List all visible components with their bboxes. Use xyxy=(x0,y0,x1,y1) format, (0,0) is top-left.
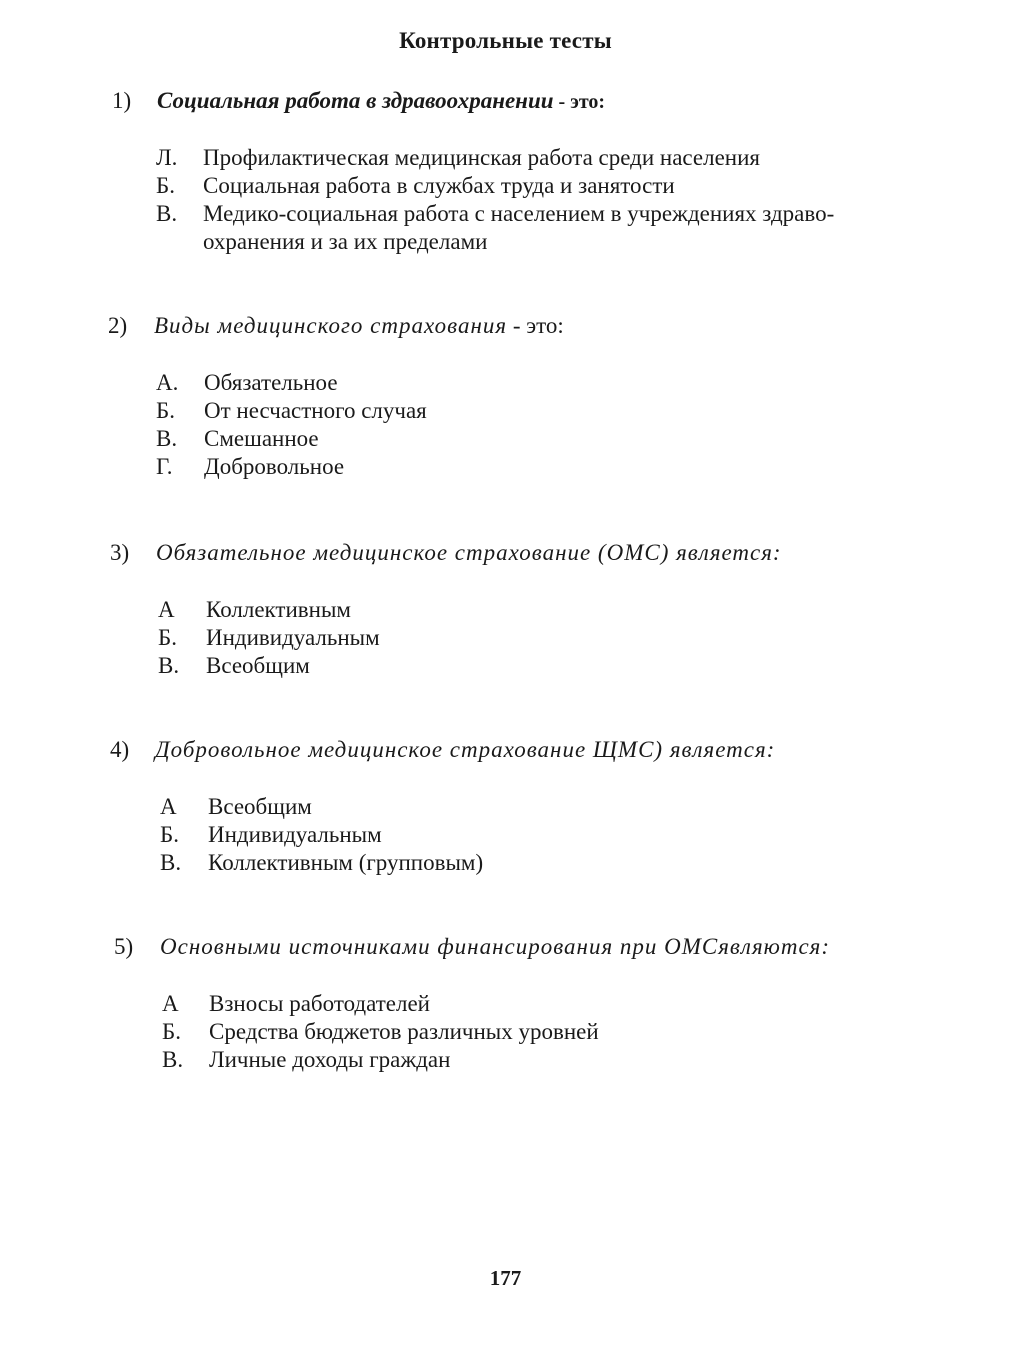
option-text: Всеобщим xyxy=(208,794,312,819)
option-text: Средства бюджетов различных уровней xyxy=(209,1019,599,1044)
option-text: Профилактическая медицинская работа среди населения xyxy=(203,145,760,170)
question-4 xyxy=(0,737,1011,877)
question-tail: - это: xyxy=(507,313,564,338)
option-letter: Б. xyxy=(160,822,179,847)
option-letter: В. xyxy=(156,201,178,226)
page-number: 177 xyxy=(489,1266,522,1290)
option-letter: В. xyxy=(162,1047,184,1072)
question-emphasis: Обязательное медицинское страхование (ОМС) является: xyxy=(156,540,782,565)
page-title: Контрольные тесты xyxy=(399,28,612,53)
option-letter: А xyxy=(162,991,179,1016)
answer-option xyxy=(0,1018,1011,1046)
option-text: Медико-социальная работа с населением в учреждениях здраво-охранения и за их пределами xyxy=(203,201,835,254)
option-letter: Б. xyxy=(156,173,175,198)
option-letter: В. xyxy=(158,653,180,678)
question-text xyxy=(157,88,605,114)
option-text: Индивидуальным xyxy=(208,822,382,847)
question-3 xyxy=(0,540,1011,680)
answer-option xyxy=(0,397,1011,425)
option-text: Индивидуальным xyxy=(206,625,380,650)
question-number: 3) xyxy=(110,540,130,565)
question-line xyxy=(0,313,1011,347)
answer-option xyxy=(0,624,1011,652)
option-letter: Б. xyxy=(156,398,175,423)
question-line xyxy=(0,737,1011,771)
option-text: Добровольное xyxy=(204,454,345,479)
answer-option xyxy=(0,652,1011,680)
answer-option xyxy=(0,369,1011,397)
option-letter: А xyxy=(158,597,175,622)
option-text: От несчастного случая xyxy=(204,398,427,423)
question-text xyxy=(154,313,564,339)
question-text xyxy=(160,934,830,960)
question-5 xyxy=(0,934,1011,1074)
question-1 xyxy=(0,88,1011,256)
option-text: Социальная работа в службах труда и занятости xyxy=(203,173,675,198)
question-2 xyxy=(0,313,1011,481)
answer-option xyxy=(0,172,1011,200)
question-tail: - это: xyxy=(553,91,606,113)
answer-option xyxy=(0,990,1011,1018)
answer-options xyxy=(0,596,1011,680)
question-number: 4) xyxy=(110,737,130,762)
question-text xyxy=(156,540,782,566)
option-text: Личные доходы граждан xyxy=(209,1047,451,1072)
answer-option xyxy=(0,425,1011,453)
option-letter: А xyxy=(160,794,177,819)
answer-option xyxy=(0,821,1011,849)
option-text: Коллективным xyxy=(206,597,351,622)
answer-options xyxy=(0,369,1011,481)
answer-option xyxy=(0,793,1011,821)
answer-option xyxy=(0,849,1011,877)
option-text: Всеобщим xyxy=(206,653,310,678)
answer-options xyxy=(0,144,1011,256)
answer-option xyxy=(0,200,1011,256)
option-letter: В. xyxy=(160,850,182,875)
option-letter: Б. xyxy=(162,1019,181,1044)
question-emphasis: Основными источниками финансирования при ОМСявляются: xyxy=(160,934,831,959)
question-line xyxy=(0,540,1011,574)
question-emphasis: Добровольное медицинское страхование ЩМС) является: xyxy=(155,737,776,762)
option-text: Смешанное xyxy=(204,426,319,451)
question-number: 5) xyxy=(114,934,134,959)
question-line xyxy=(0,88,1011,122)
option-letter: Л. xyxy=(156,145,178,170)
question-text xyxy=(155,737,775,763)
question-line xyxy=(0,934,1011,968)
option-letter: В. xyxy=(156,426,178,451)
question-number: 1) xyxy=(112,88,132,113)
answer-option xyxy=(0,1046,1011,1074)
answer-option xyxy=(0,596,1011,624)
option-letter: А. xyxy=(156,370,179,395)
question-number: 2) xyxy=(108,313,128,338)
option-text: Коллективным (групповым) xyxy=(208,850,484,875)
answer-options xyxy=(0,990,1011,1074)
answer-options xyxy=(0,793,1011,877)
question-emphasis: Социальная работа в здравоохранении xyxy=(157,88,554,113)
question-emphasis: Виды медицинского страхования xyxy=(154,313,508,338)
option-text: Взносы работодателей xyxy=(209,991,430,1016)
answer-option xyxy=(0,144,1011,172)
option-letter: Г. xyxy=(156,454,173,479)
option-letter: Б. xyxy=(158,625,177,650)
answer-option xyxy=(0,453,1011,481)
option-text: Обязательное xyxy=(204,370,338,395)
